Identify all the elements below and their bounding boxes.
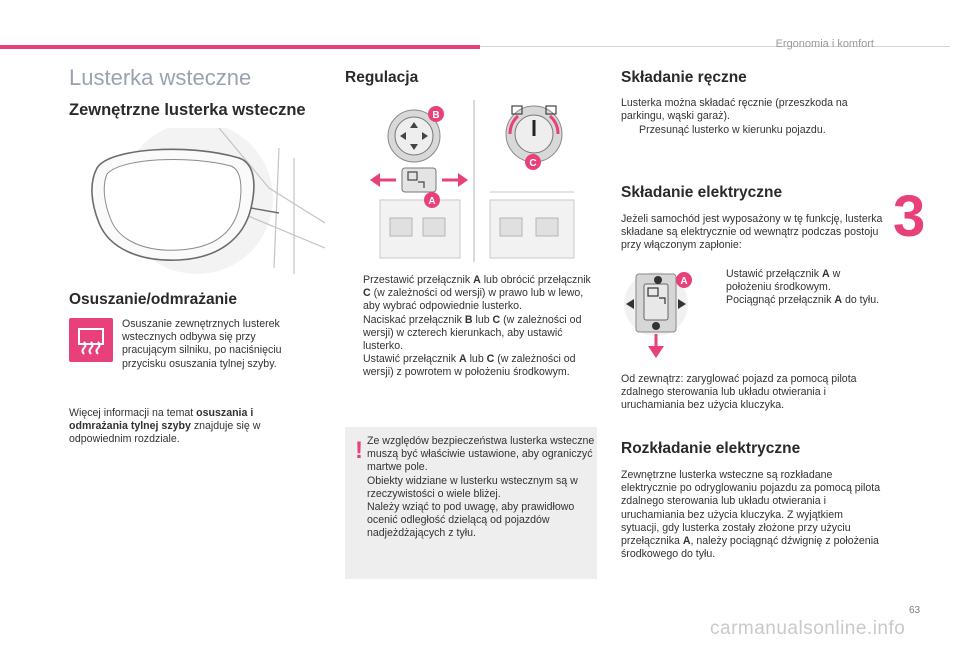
section-title: Lusterka wsteczne (69, 65, 252, 90)
manual-folding-bullet: Przesunąć lusterko w kierunku pojazdu. (639, 124, 826, 136)
header-rule (480, 46, 950, 47)
manual-folding-title: Składanie ręczne (621, 69, 747, 86)
electric-folding-title: Składanie elektryczne (621, 184, 783, 201)
warning-icon: ! (355, 437, 363, 464)
adjustment-title: Regulacja (345, 69, 419, 86)
safety-warning-box (345, 427, 597, 579)
label-a: A (428, 196, 436, 207)
adjustment-illustration (368, 100, 578, 262)
adjustment-instructions (345, 274, 597, 380)
mirror-illustration (69, 128, 325, 274)
folding-switch-illustration (618, 268, 698, 360)
subtitle: Zewnętrzne lusterka wsteczne (69, 101, 306, 119)
bullet-return-center: Ustawić przełącznik A lub C (w zależności od wersji) z powrotem w położeniu środkowym. (363, 353, 576, 379)
warning-text: Ze względów bezpieczeństwa lusterka wsteczne muszą być właściwie ustawione, aby ograniczyć martwe pole. Obiekty widziane w lusterku wstecznym są w rzeczywistości o wiele bliżej. Należy wziąć to pod uwagę, aby prawidłowo ocenić odległość dzielącą od pojazdów nadjeżdżających z tyłu. (367, 435, 595, 540)
bullet-set-center: Ustawić przełącznik A w położeniu środkowym. (726, 268, 841, 294)
bullet-select-mirror: Przestawić przełącznik A lub obrócić przełącznik C (w zależności od wersji) w prawo lub w lewo, aby wybrać odpowiednie lusterko. (363, 274, 591, 313)
label-b: B (432, 110, 440, 121)
electric-folding-steps (708, 268, 888, 308)
defrost-title: Osuszanie/odmrażanie (69, 291, 237, 308)
electric-folding-text: Jeżeli samochód jest wyposażony w tę funkcję, lusterka składane są elektrycznie od wewnątrz podczas postoju przy włączonym zapłonie: (621, 213, 883, 252)
bullet-adjust-mirror: Naciskać przełącznik B lub C (w zależności od wersji) w czterech kierunkach, aby ustawić lusterko. (363, 313, 582, 353)
electric-unfolding-title: Rozkładanie elektryczne (621, 440, 801, 457)
bullet-pull-back: Pociągnąć przełącznik A do tyłu. (726, 294, 880, 307)
defrost-text: Osuszanie zewnętrznych lusterek wstecznych odbywa się przy pracującym silniku, po naciśnięciu przycisku osuszania tylnej szyby. (122, 318, 282, 370)
label-c: C (529, 158, 537, 169)
electric-unfolding-text: Zewnętrzne lusterka wsteczne są rozkładane elektrycznie po odryglowaniu pojazdu za pomocą pilota zdalnego sterowania lub układu otwierania i uruchamiania bez użycia kluczyka. Z wyjątkiem sytuacji, gdy lusterka zostały złożone przy użyciu przełącznika A, należy pociągnąć dźwignię z położenia środkowego do tyłu. (621, 469, 881, 561)
rear-defrost-icon (69, 318, 113, 362)
page-number: 63 (909, 605, 921, 616)
chapter-number: 3 (893, 184, 926, 249)
manual-folding-text: Lusterka można składać ręcznie (przeszkoda na parkingu, wąski garaż). (621, 97, 848, 123)
watermark: carmanualsonline.info (710, 618, 906, 639)
defrost-more-info: Więcej informacji na temat osuszania i odmrażania tylnej szyby znajduje się w odpowiednim rozdziale. (69, 407, 261, 446)
header-accent-bar (0, 45, 480, 49)
page-header-title: Ergonomia i komfort (775, 38, 874, 50)
label-a-fold: A (680, 276, 688, 287)
outside-folding-text: Od zewnątrz: zaryglować pojazd za pomocą pilota zdalnego sterowania lub układu otwierania i uruchamiania bez użycia kluczyka. (621, 373, 857, 412)
